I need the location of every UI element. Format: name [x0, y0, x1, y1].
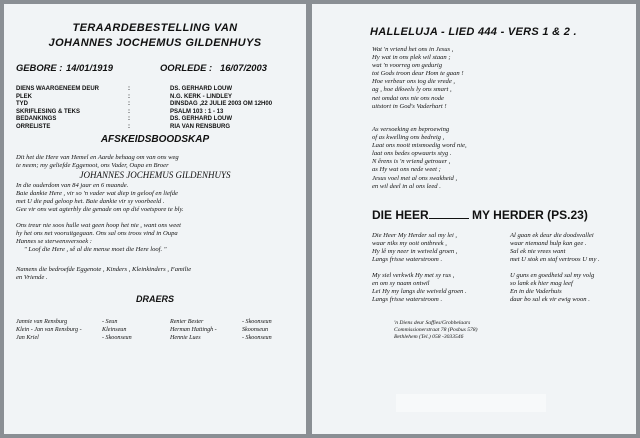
detail-label: DIENS WAARGENEEM DEUR [16, 86, 100, 92]
detail-value: RIA VAN RENSBURG [170, 123, 231, 130]
bearer-row [16, 326, 272, 334]
left-page [4, 4, 306, 434]
text-line: waar niemand hulp kan gee . [510, 240, 587, 248]
title-blank-line [429, 209, 469, 219]
text-line: wat 'n voorreg om gedurig [372, 62, 443, 70]
text-line: Sal ek nie vrees want [510, 248, 566, 256]
psalm-title-a: DIE HEER [372, 208, 429, 222]
bearer-row [16, 334, 272, 342]
psalm-right-stanza-2 [510, 272, 594, 304]
title-line-2: JOHANNES JOCHEMUS GILDENHUYS [48, 37, 262, 49]
detail-sep: : [128, 86, 130, 92]
bearer-name: Herman Hattingh - [170, 327, 217, 333]
title-line-1: TERAARDEBESTELLING VAN [72, 22, 238, 34]
text-line: Jesus voel met al ons swakheid , [372, 174, 458, 182]
detail-sep: : [128, 116, 130, 123]
text-line: tot Gods troon deur Hom te gaan ! [372, 70, 464, 78]
text-line: As versoeking en beproewing [372, 126, 450, 133]
text-line: Dit het die Here van Hemel en Aarde behaag om van ons weg [16, 154, 179, 161]
hymn-verse-2 [372, 126, 467, 191]
bearer-name: Jan Kriel [16, 335, 39, 341]
psalm-left-stanza-2 [372, 272, 467, 304]
text-line: En in die Vaderhuis [510, 288, 562, 296]
text-line: Baie dankie Here , vir so 'n vader wat diep in geloof en liefde [16, 190, 178, 198]
died-date: 16/07/2003 [220, 62, 267, 73]
text-line: In die ouderdom van 84 jaar en 6 maande. [16, 182, 129, 189]
bearer-row [16, 318, 272, 326]
psalm-title [372, 208, 588, 222]
detail-label: ORRELISTE [16, 123, 51, 130]
text-line: N êrens is 'n vriend getrouer , [372, 158, 451, 166]
text-line: Langs frisse waterstroom . [372, 296, 443, 304]
text-line: en Vriende . [16, 274, 48, 282]
farewell-heading: AFSKEIDSBOODSKAP [100, 134, 210, 145]
detail-row [16, 101, 272, 109]
text-line: uitstort in God's Vaderhart ! [372, 102, 447, 110]
family-text [16, 266, 191, 282]
text-line: Namens die bedroefde Eggenote , Kinders , Kleinkinders , Familie [16, 266, 192, 273]
detail-row [16, 109, 272, 117]
bearer-relation: - Skoonseun [242, 335, 272, 341]
text-line: Hy wat in ons plek wil staan ; [372, 54, 451, 62]
text-line: en wil deel in al ons leed . [372, 182, 441, 190]
detail-label: BEDANKINGS [16, 116, 57, 123]
detail-value: N.G. KERK - LINDLEY [170, 93, 233, 100]
hymn-verse-1 [372, 46, 464, 111]
text-line: laat ons bedes opwaarts styg . [372, 150, 452, 158]
mourning-text [16, 222, 181, 254]
text-line: en om sy naam ontwil [372, 280, 430, 288]
text-line: Laat ons nooit mismoedig word nie, [372, 142, 467, 150]
text-line: Commissionerstraat 78 (Posbus 578) [394, 327, 478, 333]
text-line: Wat 'n vriend het ons in Jesus , [372, 46, 454, 53]
detail-row [16, 124, 272, 132]
detail-value: DINSDAG ,22 JULIE 2003 OM 12H00 [170, 101, 273, 108]
text-line: Ons treur nie soos hulle wat geen hoop het nie , want ons weet [16, 222, 181, 229]
bearer-relation: - Seun [102, 319, 118, 325]
bearer-name: Renier Bester [170, 319, 204, 325]
bearer-name: Jannie van Rensburg [16, 319, 68, 325]
detail-row [16, 116, 272, 124]
text-line: hy het ons net vooruitgegaan. Ons sal ons troos vind in Oupa [16, 230, 178, 238]
photo-tape-mark [396, 394, 546, 412]
bearers-heading: DRAERS [135, 294, 174, 304]
text-line: Al gaan ek deur die doodsvallei [510, 232, 594, 239]
text-line: Die Heer My Herder sal my lei , [372, 232, 458, 239]
text-line: waar niks my ooit ontbreek , [372, 240, 447, 248]
detail-label: PLEK [16, 93, 33, 100]
bearer-name: Hennie Lues [170, 335, 201, 341]
text-line: Hannes se sterwensversoek : [16, 238, 92, 246]
detail-sep: : [128, 108, 130, 115]
bearer-relation: - Skoonseun [242, 319, 272, 325]
service-details [16, 86, 272, 132]
text-line: net omdat ons nie ons node [372, 94, 444, 102]
detail-sep: : [128, 123, 130, 130]
bearer-relation: - Skoonseun [102, 335, 132, 341]
text-line: Bethlehem (Tel.) 058 -3033546 [394, 334, 464, 340]
text-line: Lei Hy my langs die weiveld groen . [372, 288, 467, 296]
text-line: so lank ek hier mag leef [510, 280, 573, 288]
text-line: Gee vir ons wat agterbly die genade om op dié voetspore te bly. [16, 206, 184, 214]
text-line: " Loof die Here , sê al die mense moet die Here loof. " [24, 246, 167, 254]
detail-value: PSALM 103 : 1 - 13 [170, 108, 224, 115]
detail-sep: : [128, 93, 130, 100]
text-line: My siel verkwik Hy met sy rus , [372, 272, 455, 279]
detail-label: TYD [16, 101, 28, 108]
bearer-relation: Skoonseun [242, 327, 269, 333]
bearer-relation: Kleinseun [102, 327, 127, 333]
text-line: daar bo sal ek vir ewig woon . [510, 296, 590, 304]
detail-sep: : [128, 101, 130, 108]
text-line: U guns en goedheid sal my volg [510, 272, 595, 279]
text-line: Hy lê my neer in weiveld groen , [372, 248, 458, 256]
farewell-text-a [16, 154, 179, 170]
printer-credit [394, 320, 477, 341]
born-date: 14/01/1919 [66, 62, 113, 73]
bearers-table [16, 318, 272, 342]
text-line: te neem; my geliefde Eggenoot, ons Vader, Oupa en Broer [16, 162, 169, 170]
text-line: met U stok en staf vertroos U my . [510, 256, 600, 264]
died-label: OORLEDE : [160, 62, 213, 73]
bearer-name: Klein - Jan van Rensburg - [16, 327, 82, 333]
psalm-title-b: MY HERDER (PS.23) [472, 208, 588, 222]
text-line: 'n Diens deur Saffies/Grobbelaars [394, 320, 471, 326]
detail-row [16, 94, 272, 102]
born-label: GEBORE : [16, 62, 63, 73]
detail-label: SKRIFLESING & TEKS [16, 108, 81, 115]
psalm-left-stanza-1 [372, 232, 457, 264]
psalm-right-stanza-1 [510, 232, 600, 264]
detail-value: DS. GERHARD LOUW [170, 116, 232, 123]
text-line: as Hy wat ons nede weet ; [372, 166, 441, 174]
detail-row [16, 86, 272, 94]
deceased-name: JOHANNES JOCHEMUS GILDENHUYS [79, 170, 231, 180]
text-line: Hoe verbeur ons tog die vrede , [372, 78, 456, 86]
text-line: met U die pad geloop het. Baie dankie vir sy voorbeeld . [16, 198, 165, 206]
right-page [312, 4, 636, 434]
text-line: of as kwelling ons bedreig , [372, 134, 445, 142]
hymn-title: HALLELUJA - LIED 444 - VERS 1 & 2 . [370, 26, 577, 38]
text-line: Langs frisse waterstroom . [372, 256, 443, 264]
text-line: ag , hoe dikwels ly ons smart , [372, 86, 452, 94]
detail-value: DS. GERHARD LOUW [170, 86, 232, 92]
farewell-text-b [16, 182, 184, 214]
